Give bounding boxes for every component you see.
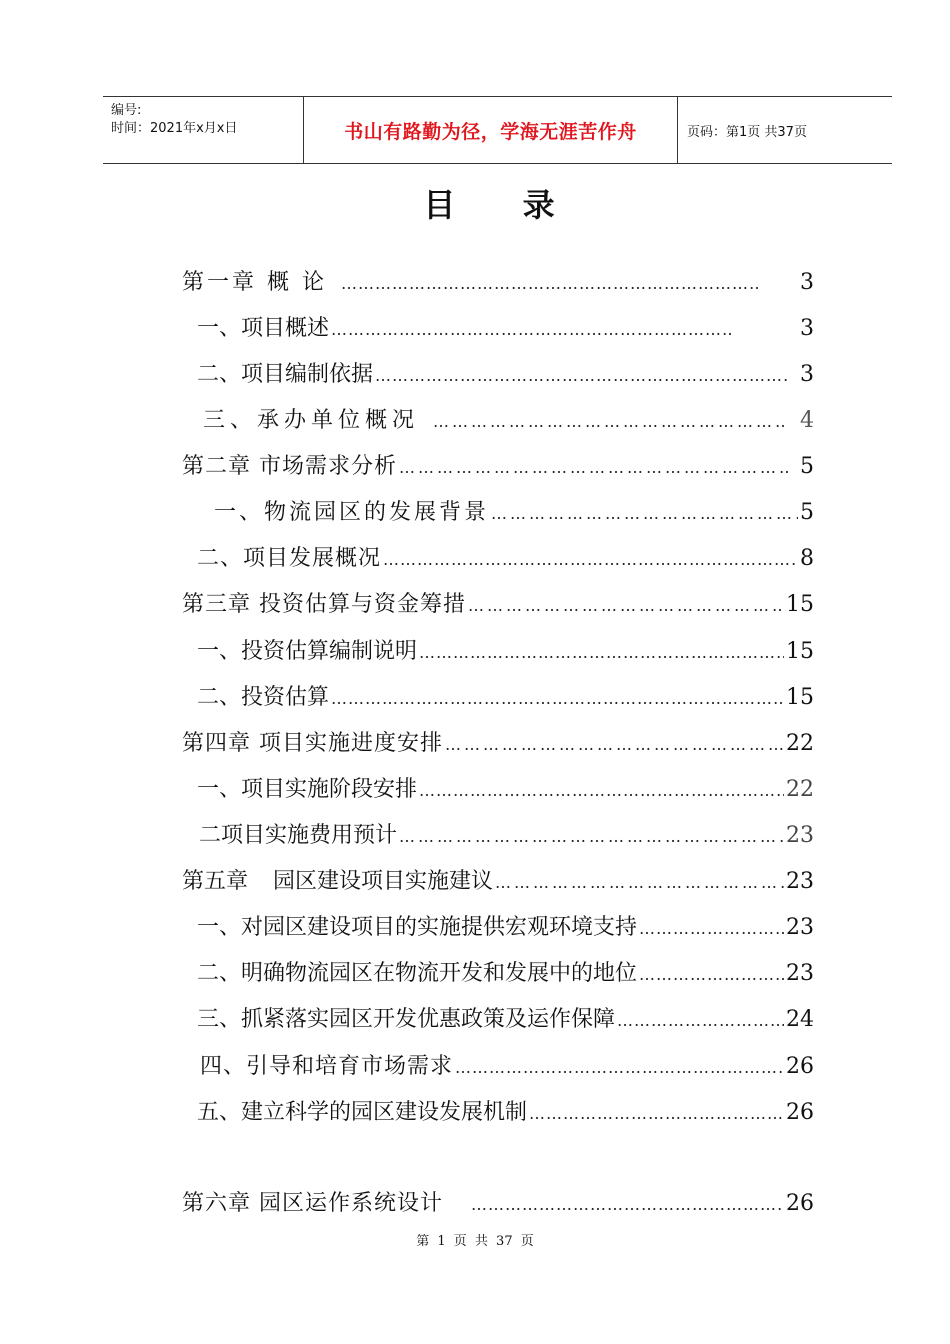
toc-entry-page: 26 — [786, 1191, 814, 1216]
number-label: 编号: — [111, 103, 142, 118]
toc-entry-page: 8 — [800, 546, 814, 571]
toc-entry-page: 26 — [786, 1054, 814, 1079]
toc-leader — [529, 1104, 784, 1123]
toc-entry-label: 二、项目发展概况 — [197, 546, 382, 571]
toc-entry[interactable] — [197, 956, 814, 986]
toc-entry[interactable] — [182, 864, 814, 894]
toc-entry-page: 22 — [786, 731, 814, 756]
toc-entry[interactable] — [197, 910, 814, 940]
toc-leader — [455, 1058, 784, 1077]
toc-entry-page: 23 — [786, 915, 814, 940]
page-footer: 第 1 页 共 37 页 — [416, 1234, 534, 1249]
toc-entry-page: 15 — [786, 639, 814, 664]
toc-leader — [419, 643, 784, 662]
header-meta — [111, 102, 237, 138]
toc-entry[interactable] — [197, 1095, 814, 1125]
toc-leader — [399, 827, 784, 846]
toc-entry[interactable] — [197, 680, 814, 710]
toc-leader — [331, 320, 732, 339]
toc-entry-label: 三、承办单位概况 — [203, 408, 420, 433]
toc-entry-page: 5 — [800, 500, 814, 525]
toc-leader — [491, 504, 798, 523]
toc-leader — [383, 550, 798, 569]
toc-entry[interactable] — [197, 1002, 814, 1032]
header-divider — [677, 97, 678, 163]
toc-entry-label: 二、项目编制依据 — [197, 362, 374, 387]
toc-entry[interactable] — [182, 265, 814, 295]
toc-entry-label: 四、引导和培育市场需求 — [200, 1054, 454, 1079]
toc-entry-page: 23 — [786, 823, 814, 848]
toc-entry[interactable] — [197, 311, 814, 341]
toc-entry-label: 二、明确物流园区在物流开发和发展中的地位 — [197, 961, 638, 986]
toc-leader — [331, 689, 784, 708]
toc-entry[interactable] — [199, 818, 814, 848]
toc-leader — [617, 1011, 784, 1030]
toc-entry-page: 5 — [800, 454, 814, 479]
toc-entry-page: 3 — [800, 270, 814, 295]
time-label: 时间：2021年x月x日 — [111, 121, 238, 136]
toc-leader — [341, 274, 760, 293]
toc-entry[interactable] — [182, 587, 814, 617]
toc-entry[interactable] — [200, 1049, 814, 1079]
toc-entry-label: 一、对园区建设项目的实施提供宏观环境支持 — [197, 915, 638, 940]
toc-leader — [468, 596, 784, 615]
toc-leader — [399, 458, 788, 477]
toc-entry-label: 一、项目实施阶段安排 — [197, 777, 418, 802]
toc-entry[interactable] — [203, 403, 814, 433]
toc-entry-label: 一、项目概述 — [197, 316, 330, 341]
toc-entry-page: 26 — [786, 1100, 814, 1125]
toc-entry[interactable] — [214, 495, 814, 525]
toc-entry-page: 22 — [786, 777, 814, 802]
header-page-info: 页码：第1页 共37页 — [687, 124, 807, 140]
toc-entry-label: 第六章 园区运作系统设计 — [182, 1191, 443, 1216]
toc-entry-label: 第二章 市场需求分析 — [182, 454, 397, 479]
toc-entry-label: 一、物流园区的发展背景 — [214, 500, 490, 525]
toc-entry-page: 23 — [786, 961, 814, 986]
page-header — [103, 96, 892, 164]
toc-leader — [471, 1195, 784, 1214]
toc-entry-page: 3 — [800, 362, 814, 387]
toc-entry[interactable] — [182, 726, 814, 756]
toc-entry-page: 4 — [800, 408, 814, 433]
toc-entry[interactable] — [197, 772, 814, 802]
toc-entry[interactable] — [182, 1186, 814, 1216]
toc-entry-page: 15 — [786, 685, 814, 710]
toc-entry-label: 二项目实施费用预计 — [199, 823, 398, 848]
toc-leader — [639, 965, 784, 984]
toc-entry-page: 24 — [786, 1007, 814, 1032]
toc-leader — [445, 735, 784, 754]
toc-entry-page: 15 — [786, 592, 814, 617]
toc-leader — [433, 412, 786, 431]
toc-entry-page: 23 — [786, 869, 814, 894]
toc-entry-label: 第三章 投资估算与资金筹措 — [182, 592, 466, 617]
toc-entry-page: 3 — [800, 316, 814, 341]
toc-entry[interactable] — [197, 357, 814, 387]
toc-leader — [419, 781, 784, 800]
toc-leader — [495, 873, 784, 892]
toc-leader — [375, 366, 788, 385]
toc-entry[interactable] — [197, 541, 814, 571]
toc-leader — [639, 919, 784, 938]
toc-entry-label: 五、建立科学的园区建设发展机制 — [197, 1100, 528, 1125]
toc-entry[interactable] — [182, 449, 814, 479]
header-motto: 书山有路勤为径，学海无涯苦作舟 — [344, 120, 637, 143]
toc-entry-label: 一、投资估算编制说明 — [197, 639, 418, 664]
toc-entry-label: 第四章 项目实施进度安排 — [182, 731, 443, 756]
page-title: 目 录 — [423, 186, 583, 224]
toc-entry-label: 二、投资估算 — [197, 685, 330, 710]
toc-entry-label: 第一章 概 论 — [182, 270, 327, 295]
toc-entry-label: 三、抓紧落实园区开发优惠政策及运作保障 — [197, 1007, 616, 1032]
toc-entry-label: 第五章 园区建设项目实施建议 — [182, 869, 493, 894]
toc-entry[interactable] — [197, 634, 814, 664]
